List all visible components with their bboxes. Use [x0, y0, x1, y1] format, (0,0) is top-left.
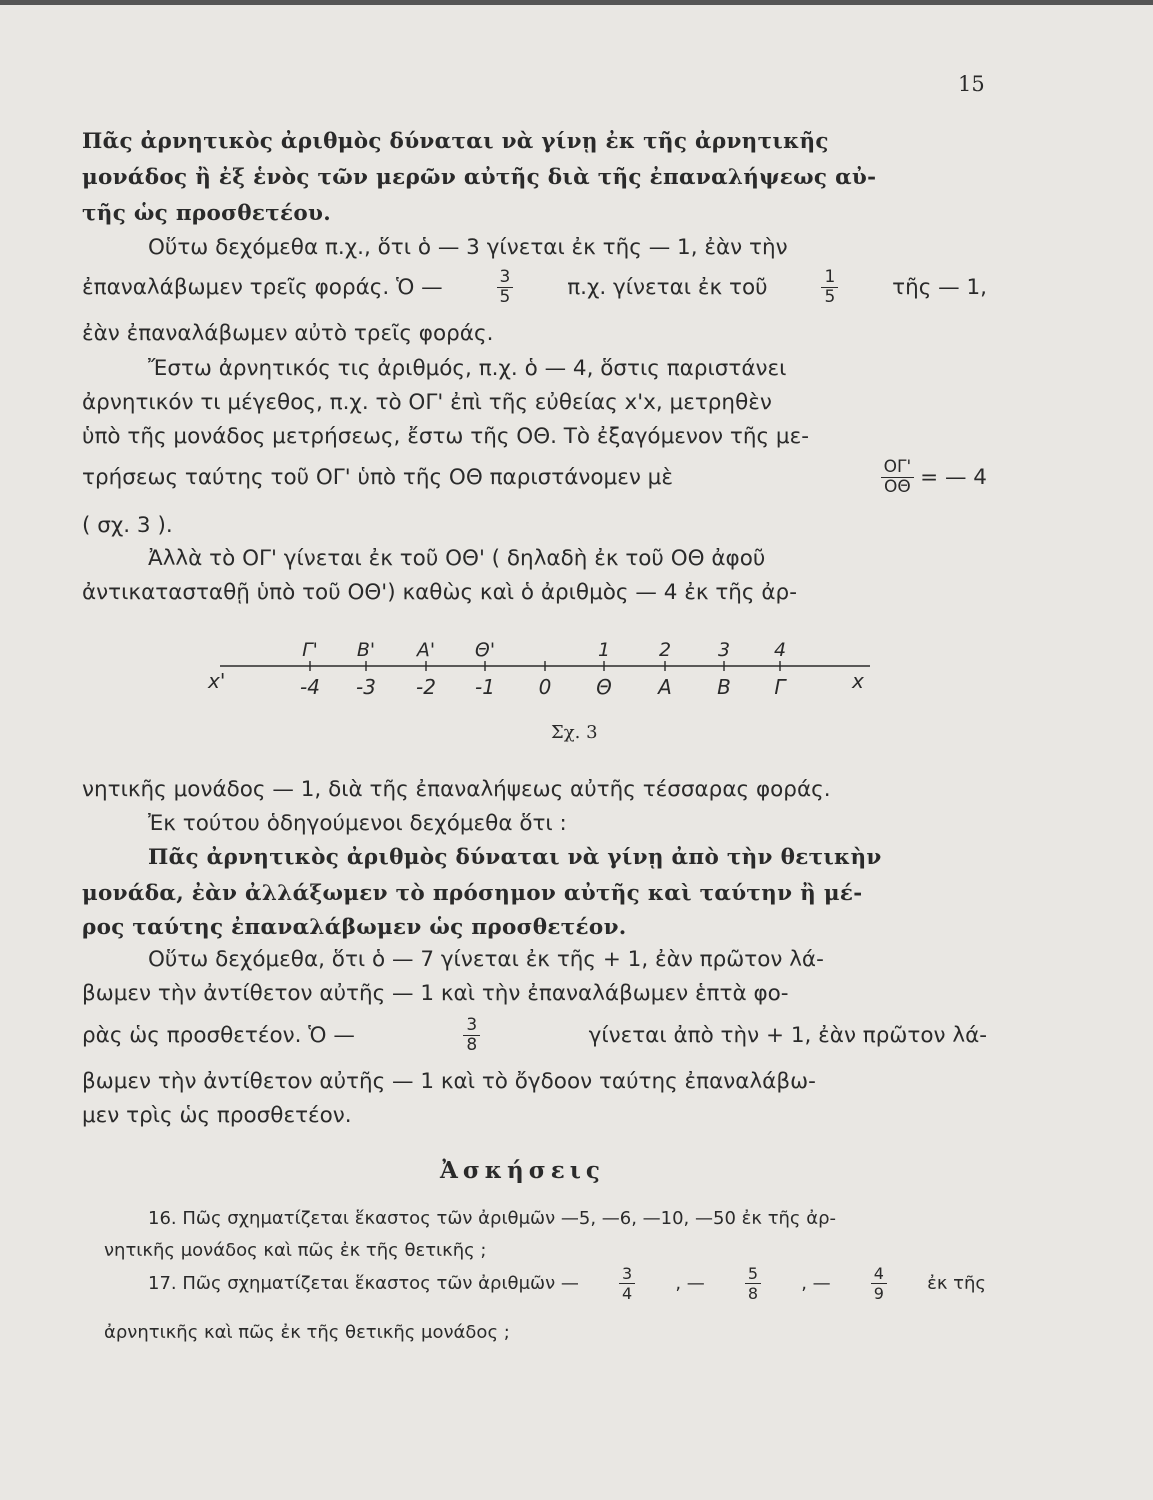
- exercise-16-line1: 16. Πῶς σχηματίζεται ἕκαστος τῶν ἀριθμῶν —5, —6, —10, —50 ἐκ τῆς ἀρ-: [148, 1208, 837, 1229]
- para7-line3-text-a: ρὰς ὡς προσθετέον. Ὁ —: [82, 1022, 355, 1048]
- para3-line4-text-b: = — 4: [920, 464, 987, 490]
- rule1-line3: τῆς ὡς προσθετέου.: [82, 201, 332, 226]
- number-line-bottom-label: Α: [658, 675, 672, 699]
- exercise-17-line1: [148, 1264, 986, 1303]
- fraction-3-5: $\frac{3}{5}$: [497, 268, 514, 307]
- number-line-bottom-label: Β: [717, 675, 731, 699]
- para3-line4-text-a: τρήσεως ταύτης τοῦ ΟΓ' ὑπὸ τῆς ΟΘ παριστάνομεν μὲ: [82, 464, 673, 490]
- rule1-line2: μονάδος ἢ ἐξ ἑνὸς τῶν μερῶν αὐτῆς διὰ τῆς ἐπαναλήψεως αὐ-: [82, 165, 877, 190]
- number-line-bottom-labels: [300, 675, 787, 699]
- number-line-bottom-label: -1: [475, 675, 495, 699]
- para2-line3: ἐὰν ἐπαναλάβωμεν αὐτὸ τρεῖς φοράς.: [82, 321, 494, 346]
- rule2-line1: Πᾶς ἀρνητικὸς ἀριθμὸς δύναται νὰ γίνῃ ἀπὸ τὴν θετικὴν: [148, 845, 882, 870]
- para2-line1: Οὕτω δεχόμεθα π.χ., ὅτι ὁ — 3 γίνεται ἐκ τῆς — 1, ἐὰν τὴν: [148, 235, 788, 260]
- figure-caption: Σχ. 3: [551, 722, 598, 743]
- number-line-top-label: Α': [416, 639, 436, 661]
- fraction-5-8: $\frac{5}{8}$: [745, 1264, 761, 1303]
- exercise-17-sep1: , —: [675, 1273, 705, 1294]
- number-line-bottom-label: 0: [538, 675, 552, 699]
- number-line-top-labels: [302, 639, 786, 661]
- para7-line5: μεν τρὶς ὡς προσθετέον.: [82, 1103, 352, 1128]
- axis-left-end-label: x': [208, 669, 226, 693]
- para4-line2: ἀντικατασταθῇ ὑπὸ τοῦ ΟΘ') καθὼς καὶ ὁ ἀριθμὸς — 4 ἐκ τῆς ἀρ-: [82, 580, 797, 605]
- number-line-top-label: 4: [773, 639, 787, 661]
- para3-line4: [82, 458, 987, 497]
- number-line-top-label: Θ': [474, 639, 496, 661]
- rule2-line2: μονάδα, ἐὰν ἀλλάξωμεν τὸ πρόσημον αὐτῆς καὶ ταύτην ἢ μέ-: [82, 881, 863, 906]
- exercise-16-line2: νητικῆς μονάδος καὶ πῶς ἐκ τῆς θετικῆς ;: [104, 1240, 487, 1261]
- number-line-bottom-label: -2: [416, 675, 436, 699]
- para7-line3: [82, 1016, 987, 1055]
- para4-line1: Ἀλλὰ τὸ ΟΓ' γίνεται ἐκ τοῦ ΟΘ' ( δηλαδὴ ἐκ τοῦ ΟΘ ἀφοῦ: [148, 546, 766, 571]
- exercise-17-sep2: , —: [801, 1273, 831, 1294]
- number-line-top-label: 2: [658, 639, 672, 661]
- rule1-line1: Πᾶς ἀρνητικὸς ἀριθμὸς δύναται νὰ γίνῃ ἐκ τῆς ἀρνητικῆς: [82, 129, 829, 154]
- para2-line2-text-a: ἐπαναλάβωμεν τρεῖς φοράς. Ὁ —: [82, 274, 443, 300]
- para3-line1: Ἔστω ἀρνητικός τις ἀριθμός, π.χ. ὁ — 4, ὅστις παριστάνει: [148, 356, 787, 381]
- exercise-17-text-b: ἐκ τῆς: [927, 1273, 986, 1294]
- exercise-17-text-a: 17. Πῶς σχηματίζεται ἕκαστος τῶν ἀριθμῶν —: [148, 1273, 579, 1294]
- fraction-4-9: $\frac{4}{9}$: [871, 1264, 887, 1303]
- para2-line2-text-b: π.χ. γίνεται ἐκ τοῦ: [567, 274, 768, 300]
- fraction-3-8: $\frac{3}{8}$: [463, 1016, 480, 1055]
- para7-line2: βωμεν τὴν ἀντίθετον αὐτῆς — 1 καὶ τὴν ἐπαναλάβωμεν ἑπτὰ φο-: [82, 981, 789, 1006]
- fraction-og-otheta: $\frac{O\Gamma'}{O\Theta}$: [881, 458, 915, 497]
- number-line-top-label: Γ': [302, 639, 318, 661]
- number-line-bottom-label: Γ: [774, 675, 786, 699]
- number-line-figure: [200, 630, 890, 720]
- para5-line2: Ἐκ τούτου ὁδηγούμενοι δεχόμεθα ὅτι :: [148, 811, 567, 836]
- axis-right-end-label: x: [852, 669, 864, 693]
- exercises-heading: Ἀσκήσεις: [440, 1157, 605, 1184]
- para3-line2: ἀρνητικόν τι μέγεθος, π.χ. τὸ ΟΓ' ἐπὶ τῆς εὐθείας x'x, μετρηθὲν: [82, 390, 772, 415]
- para7-line3-text-b: γίνεται ἀπὸ τὴν + 1, ἐὰν πρῶτον λά-: [588, 1022, 987, 1048]
- rule2-line3: ρος ταύτης ἐπαναλάβωμεν ὡς προσθετέον.: [82, 915, 627, 940]
- page-top-border: [0, 0, 1153, 5]
- para7-line4: βωμεν τὴν ἀντίθετον αὐτῆς — 1 καὶ τὸ ὄγδοον ταύτης ἐπαναλάβω-: [82, 1069, 816, 1094]
- page-number: 15: [958, 72, 985, 96]
- para2-line2: [82, 268, 987, 307]
- para3-line5: ( σχ. 3 ).: [82, 513, 173, 538]
- para5-line1: νητικῆς μονάδος — 1, διὰ τῆς ἐπαναλήψεως αὐτῆς τέσσαρας φοράς.: [82, 777, 831, 802]
- number-line-top-label: 1: [597, 639, 611, 661]
- exercise-17-line2: ἀρνητικῆς καὶ πῶς ἐκ τῆς θετικῆς μονάδος ;: [104, 1322, 510, 1343]
- number-line-top-label: Β': [356, 639, 376, 661]
- fraction-1-5: $\frac{1}{5}$: [821, 268, 838, 307]
- para7-line1: Οὕτω δεχόμεθα, ὅτι ὁ — 7 γίνεται ἐκ τῆς + 1, ἐὰν πρῶτον λά-: [148, 947, 824, 972]
- number-line-bottom-label: Θ: [596, 675, 612, 699]
- number-line-bottom-label: -4: [300, 675, 320, 699]
- number-line-top-label: 3: [717, 639, 731, 661]
- para2-line2-text-c: τῆς — 1,: [892, 274, 987, 300]
- para3-line3: ὑπὸ τῆς μονάδος μετρήσεως, ἔστω τῆς ΟΘ. Τὸ ἐξαγόμενον τῆς με-: [82, 424, 809, 449]
- fraction-3-4: $\frac{3}{4}$: [619, 1264, 635, 1303]
- number-line-bottom-label: -3: [356, 675, 376, 699]
